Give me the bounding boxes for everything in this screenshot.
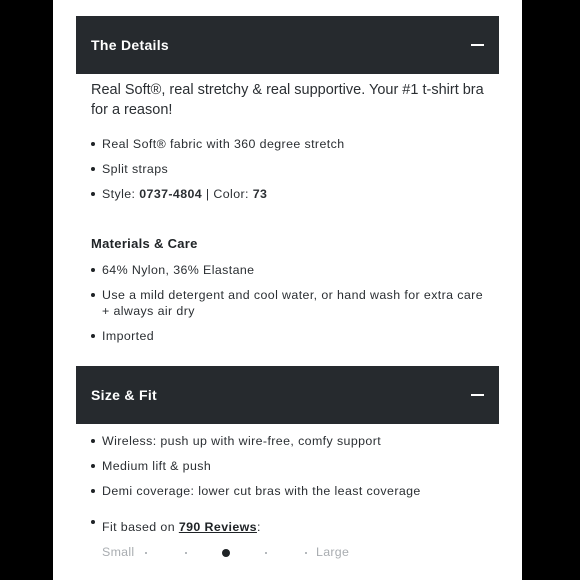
list-item: 64% Nylon, 36% Elastane bbox=[91, 262, 491, 278]
fit-scale-tick bbox=[265, 552, 267, 554]
collapse-minus-icon[interactable] bbox=[471, 44, 484, 46]
bullet-icon bbox=[91, 167, 95, 171]
bullet-icon bbox=[91, 192, 95, 196]
bullet-icon bbox=[91, 142, 95, 146]
details-list bbox=[91, 136, 491, 202]
fit-indicator-dot bbox=[222, 549, 230, 557]
bullet-icon bbox=[91, 268, 95, 272]
fit-scale-large-label: Large bbox=[316, 545, 350, 559]
size-fit-title: Size & Fit bbox=[91, 387, 158, 403]
details-title: The Details bbox=[91, 37, 169, 53]
list-item: Real Soft® fabric with 360 degree stretch bbox=[91, 136, 491, 152]
fit-scale-tick bbox=[145, 552, 147, 554]
list-item: Demi coverage: lower cut bras with the least coverage bbox=[91, 483, 491, 499]
bullet-icon bbox=[91, 334, 95, 338]
fit-scale-tick bbox=[305, 552, 307, 554]
product-details-panel bbox=[53, 0, 522, 580]
materials-list bbox=[91, 262, 491, 344]
color-code: 73 bbox=[252, 187, 268, 201]
fit-scale-track bbox=[145, 552, 307, 554]
fit-scale-tick bbox=[185, 552, 187, 554]
fit-scale-small-label: Small bbox=[102, 545, 135, 559]
fit-summary-item: Fit based on 790 Reviews: bbox=[91, 519, 491, 535]
details-accordion-header[interactable] bbox=[76, 16, 499, 74]
bullet-icon bbox=[91, 520, 95, 524]
list-item: Medium lift & push bbox=[91, 458, 491, 474]
style-color-item: Style: 0737-4804 | Color: 73 bbox=[91, 186, 491, 202]
product-description: Real Soft®, real stretchy & real supportive. Your #1 t-shirt bra for a reason! bbox=[91, 82, 484, 118]
materials-care-heading: Materials & Care bbox=[91, 236, 198, 251]
fit-scale bbox=[102, 544, 362, 562]
style-number: 0737-4804 bbox=[139, 187, 203, 201]
list-item: Imported bbox=[91, 328, 491, 344]
size-fit-accordion-header[interactable] bbox=[76, 366, 499, 424]
bullet-icon bbox=[91, 464, 95, 468]
list-item: Split straps bbox=[91, 161, 491, 177]
bullet-icon bbox=[91, 293, 95, 297]
list-item: Use a mild detergent and cool water, or hand wash for extra care + always air dry bbox=[91, 287, 491, 319]
list-item: Wireless: push up with wire-free, comfy support bbox=[91, 433, 491, 449]
bullet-icon bbox=[91, 439, 95, 443]
collapse-minus-icon[interactable] bbox=[471, 394, 484, 396]
reviews-link[interactable]: 790 Reviews bbox=[178, 520, 257, 534]
bullet-icon bbox=[91, 489, 95, 493]
size-fit-list bbox=[91, 433, 491, 535]
